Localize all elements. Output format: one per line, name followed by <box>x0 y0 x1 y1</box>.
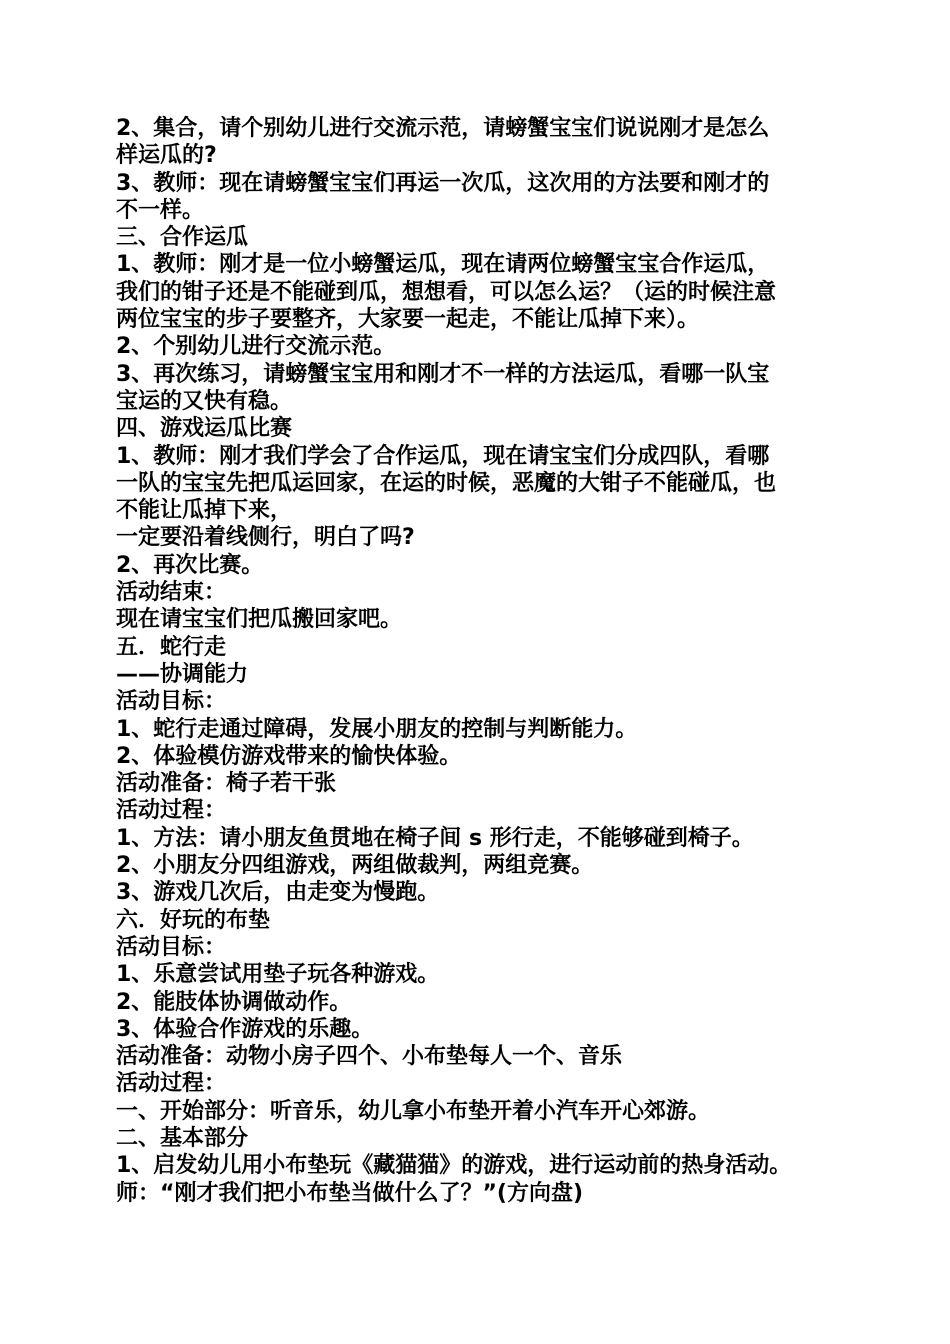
section-heading: 四、游戏运瓜比赛 <box>116 416 293 442</box>
text-line: 2、集合，请个别幼儿进行交流示范，请螃蟹宝宝们说说刚才是怎么 <box>116 116 770 141</box>
text-line: 3、教师：现在请螃蟹宝宝们再运一次瓜，这次用的方法要和刚才的 <box>116 170 770 196</box>
section-heading: 六．好玩的布垫 <box>116 907 271 933</box>
text-line: 活动目标： <box>116 689 227 715</box>
text-line: 活动过程： <box>116 798 227 824</box>
document-body <box>116 115 846 1207</box>
text-line: 一、开始部分：听音乐，幼儿拿小布垫开着小汽车开心郊游。 <box>116 1098 711 1124</box>
text-line: 不能让瓜掉下来， <box>116 498 293 524</box>
text-line: 2、再次比赛。 <box>116 552 264 578</box>
text-line: 1、方法：请小朋友鱼贯地在椅子间 s 形行走，不能够碰到椅子。 <box>116 825 754 851</box>
text-line: 一队的宝宝先把瓜运回家，在运的时候，恶魔的大钳子不能碰瓜，也 <box>116 470 777 496</box>
text-line: 活动结束： <box>116 580 227 606</box>
text-line: 现在请宝宝们把瓜搬回家吧。 <box>116 607 403 633</box>
text-line: 3、再次练习，请螃蟹宝宝用和刚才不一样的方法运瓜，看哪一队宝 <box>116 361 770 387</box>
text-line: 我们的钳子还是不能碰到瓜，想想看，可以怎么运？（运的时候注意 <box>116 279 777 305</box>
text-line: 一定要沿着线侧行，明白了吗? <box>116 525 415 551</box>
text-line: 3、体验合作游戏的乐趣。 <box>116 1016 374 1042</box>
text-line: 活动准备：椅子若干张 <box>116 771 337 797</box>
text-line: 1、启发幼儿用小布垫玩《藏猫猫》的游戏，进行运动前的热身活动。 <box>116 1153 792 1179</box>
text-line: 2、小朋友分四组游戏，两组做裁判，两组竞赛。 <box>116 853 594 879</box>
text-line: 3、游戏几次后，由走变为慢跑。 <box>116 880 440 906</box>
text-line: 二、基本部分 <box>116 1125 249 1151</box>
text-line: 1、蛇行走通过障碍，发展小朋友的控制与判断能力。 <box>116 716 638 742</box>
text-line: 1、教师：刚才我们学会了合作运瓜，现在请宝宝们分成四队，看哪 <box>116 443 770 469</box>
text-line: ——协调能力 <box>116 661 249 687</box>
text-line: 2、个别幼儿进行交流示范。 <box>116 334 396 360</box>
text-line: 师：“刚才我们把小布垫当做什么了？”(方向盘) <box>116 1180 584 1206</box>
text-line: 两位宝宝的步子要整齐，大家要一起走，不能让瓜掉下来）。 <box>116 307 700 333</box>
text-line: 1、教师：刚才是一位小螃蟹运瓜，现在请两位螃蟹宝宝合作运瓜， <box>116 252 770 278</box>
text-line: 活动过程： <box>116 1071 227 1097</box>
text-line: 样运瓜的? <box>116 143 217 169</box>
text-line: 活动目标： <box>116 934 227 960</box>
section-heading: 三、合作运瓜 <box>116 225 249 251</box>
text-line: 2、能肢体协调做动作。 <box>116 989 352 1015</box>
text-line: 不一样。 <box>116 197 205 223</box>
text-line: 活动准备：动物小房子四个、小布垫每人一个、音乐 <box>116 1044 623 1070</box>
text-line: 宝运的又快有稳。 <box>116 388 293 414</box>
text-line: 2、体验模仿游戏带来的愉快体验。 <box>116 743 462 769</box>
section-heading: 五．蛇行走 <box>116 634 227 660</box>
text-line: 1、乐意尝试用垫子玩各种游戏。 <box>116 962 440 988</box>
